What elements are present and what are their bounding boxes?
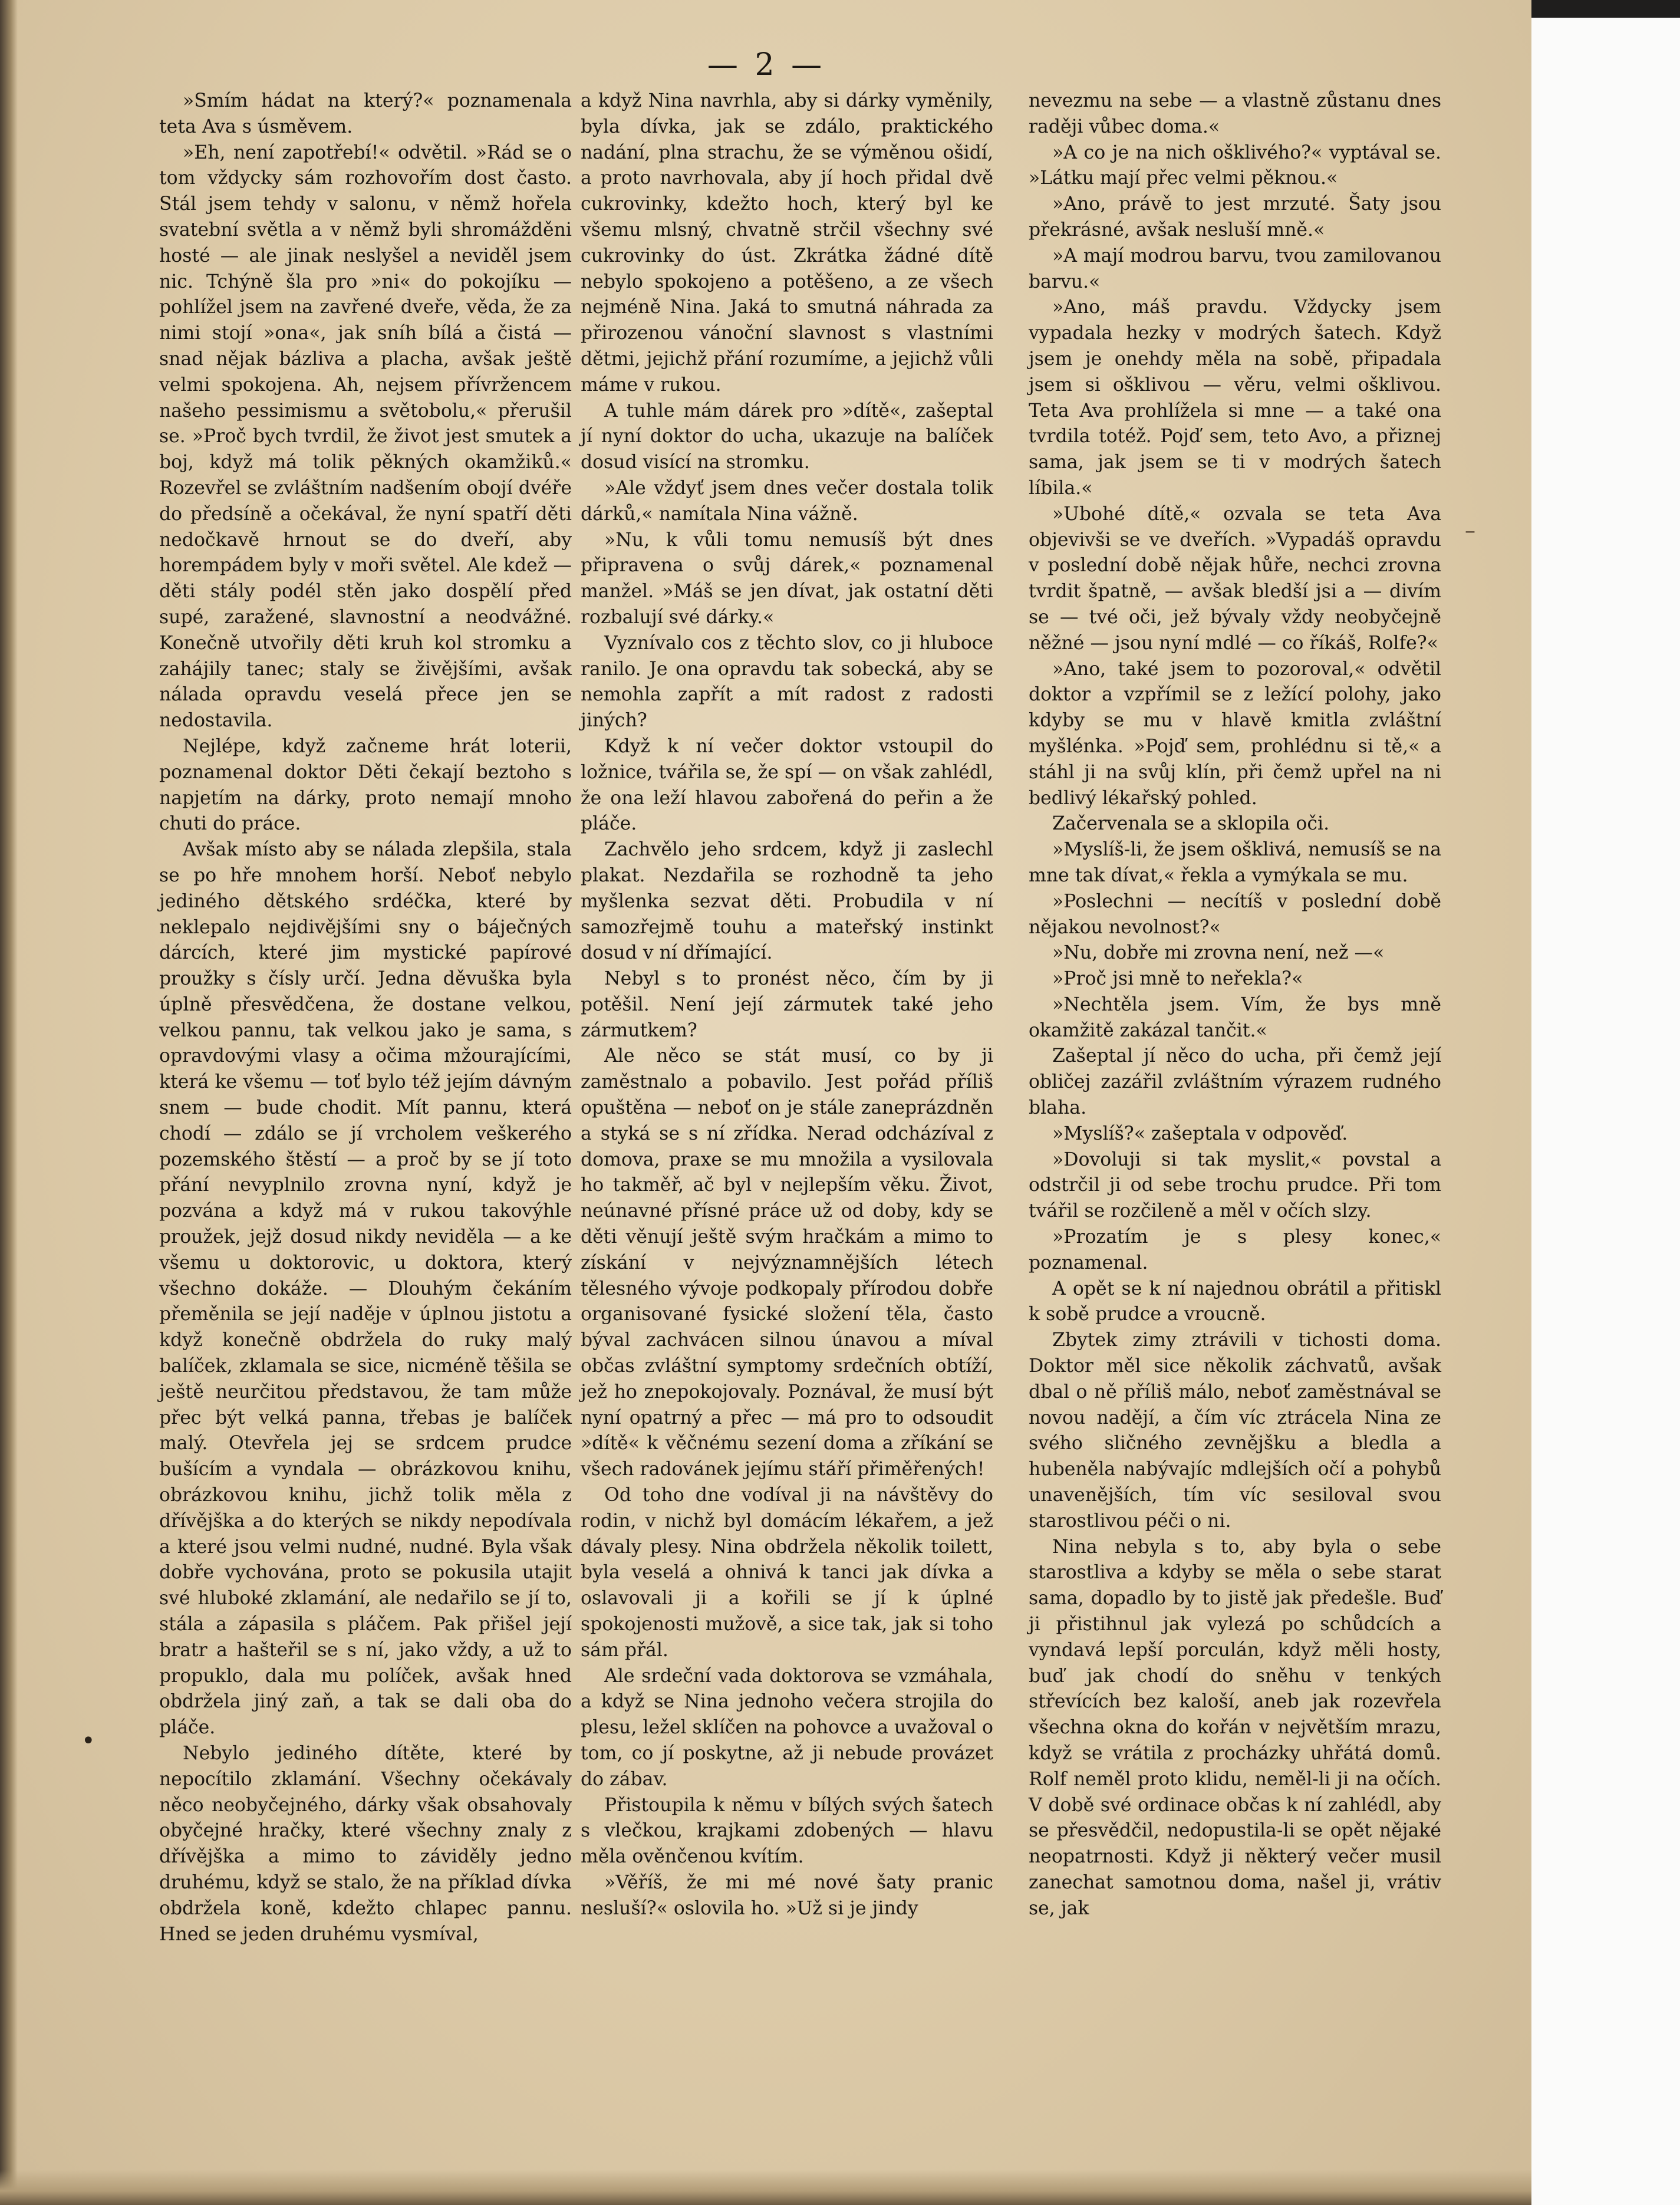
paragraph: »Nu, k vůli tomu nemusíš být dnes připravena o svůj dárek,« poznamenal manžel. »Máš se jen dívat, jak ostatní děti rozbalují své dárky.« [581, 529, 993, 628]
paragraph: »Ano, máš pravdu. Vždycky jsem vypadala hezky v modrých šatech. Když jsem je onehdy měla na sobě, připadala jsem si ošklivou — věru, velmi ošklivou. Teta Ava prohlížela si mne — a také ona tvrdila totéž. Pojď sem, teto Avo, a přiznej sama, jak jsem se ti v modrých šatech líbila.« [1029, 297, 1441, 499]
paragraph: »Smím hádat na který?« poznamenala teta Ava s úsměvem. [159, 90, 572, 137]
page-number: — 2 — [707, 47, 826, 83]
paragraph: A tuhle mám dárek pro »dítě«, zašeptal jí nyní doktor do ucha, ukazuje na balíček dosud visící na stromku. [581, 400, 993, 473]
paragraph: »Dovoluji si tak myslit,« povstal a odstrčil ji od sebe trochu prudce. Při tom tvářil se rozčileně a měl v očích slzy. [1029, 1148, 1441, 1222]
paragraph: Začervenala se a sklopila oči. [1052, 813, 1330, 835]
paragraph: Od toho dne vodíval ji na návštěvy do rodin, v nichž byl domácím lékařem, a jež dávaly plesy. Nina obdržela několik toilett, byla veselá a ohnivá k tanci jak dívka a oslavovali ji a kořili se jí k úplné spokojenosti mužově, a sice tak, jak si toho sám přál. [581, 1485, 993, 1661]
paragraph: »Prozatím je s plesy konec,« poznamenal. [1029, 1226, 1441, 1273]
paragraph: Nina nebyla s to, aby byla o sebe starostliva a kdyby se měla o sebe starat sama, dopadlo by to jistě jak předešle. Buď ji přistihnul jak vylezá po schůdcích a vyndavá lepší porculán, když měli hosty, buď jak chodí do sněhu v tenkých střevících bez kaloší, aneb jak rozevřela všechna okna do kořán v největším mrazu, když se vrátila z procházky uhřátá domů. Rolf neměl proto klidu, neměl-li ji na očích. V době své ordinace občas k ní zahlédl, aby se přesvědčil, nedopustila-li se opět nějaké neopatrnosti. Když ji některý večer musil zanechat samotnou doma, našel ji, vrátiv se, jak [1029, 1536, 1441, 1919]
paragraph: a když Nina navrhla, aby si dárky vyměnily, byla dívka, jak se zdálo, praktického nadání, plna strachu, že se výměnou ošidí, a proto navrhovala, aby jí hoch přidal dvě cukrovinky, kdežto hoch, který byl ke všemu mlsný, chvatně strčil všechny své cukrovinky do úst. Zkrátka žádné dítě nebylo spokojeno a potěšeno, a ze všech nejméně Nina. Jaká to smutná náhrada za přirozenou vánoční slavnost s vlastními dětmi, jejichž přání rozumíme, a jejichž vůli máme v rukou. [581, 90, 993, 396]
paragraph: »Eh, není zapotřebí!« odvětil. »Rád se o tom vždycky sám rozhovořím dost často. Stál jsem tehdy v salonu, v němž hořela svatební světla a v němž byli shromážděni hosté — ale jinak neslyšel a neviděl jsem nic. Tchýně šla pro »ni« do pokojíku — pohlížel jsem na zavřené dveře, věda, že za nimi stojí »ona«, jak sníh bílá a čistá — snad nějak bázliva a placha, avšak ještě velmi spokojena. Ah, nejsem přívržencem našeho pessimismu a světobolu,« přerušil se. »Proč bych tvrdil, že život jest smutek a boj, když má tolik pěkných okamžiků.« Rozevřel se zvláštním nadšením obojí dvéře do předsíně a očekával, že nyní spatří děti nedočkavě hrnout se do dveří, aby horempádem byly v moři světel. Ale kdež — děti stály podél stěn jako dospělí před supé, zaražené, slavnostní a neodvážné. Konečně utvořily děti kruh kol stromku a zahájily tanec; staly se živějšími, avšak nálada opravdu veselá přece jen se nedostavila. [159, 141, 572, 732]
paragraph: Zašeptal jí něco do ucha, při čemž její obličej zazářil zvláštním výrazem rudného blaha. [1029, 1045, 1441, 1119]
paragraph: »Nechtěla jsem. Vím, že bys mně okamžitě zakázal tančit.« [1029, 993, 1441, 1041]
paragraph: »Poslechni — necítíš v poslední době nějakou nevolnost?« [1029, 890, 1441, 938]
paragraph: Nejlépe, když začneme hrát loterii, poznamenal doktor Děti čekají beztoho s napjetím na dárky, proto nemají mnoho chuti do práce. [159, 735, 572, 835]
paragraph: Ale něco se stát musí, co by ji zaměstnalo a pobavilo. Jest pořád příliš opuštěna — neboť on je stále zaneprázdněn a styká se s ní zřídka. Nerad odcházíval z domova, praxe se mu množila a vysilovala ho takměř, ač byl v nejlepším věku. Život, neúnavné přísné práce už od doby, kdy se děti věnují ještě svým hračkám a mimo to získání v nejvýznamnějších létech tělesného vývoje podkopaly přírodou dobře organisované fysické složení těla, často býval zachvácen silnou únavou a míval občas zvláštní symptomy srdečních obtíží, jež ho znepokojovaly. Poznával, že musí být nyní opatrný a přec — má pro to odsoudit »dítě« k věčnému sezení doma a zříkání se všech radovánek jejímu stáří přiměřených! [581, 1045, 993, 1480]
paragraph: »Nu, dobře mi zrovna není, než —« [1052, 942, 1385, 964]
paragraph: »A mají modrou barvu, tvou zamilovanou barvu.« [1029, 245, 1441, 292]
edge-dash-mark: – [1465, 519, 1475, 543]
text-column-1 [159, 88, 572, 1947]
paragraph: Přistoupila k němu v bílých svých šatech s vlečkou, krajkami zdobených — hlavu měla ověnčenou kvítím. [581, 1794, 993, 1868]
text-column-3 [1029, 88, 1441, 1922]
paragraph: »Ano, právě to jest mrzuté. Šaty jsou překrásné, avšak nesluší mně.« [1029, 193, 1441, 241]
scan-background-strip [1531, 18, 1680, 2205]
paragraph: Zachvělo jeho srdcem, když ji zaslechl plakat. Nezdařila se rozhodně ta jeho myšlenka sezvat děti. Probudila v ní samozřejmě touhu a mateřský instinkt dosud v ní dřímající. [581, 839, 993, 964]
paragraph: Nebylo jediného dítěte, které by nepocítilo zklamání. Všechny očekávaly něco neobyčejného, dárky však obsahovaly obyčejné hračky, které všechny znaly z dřívějška a mimo to záviděly jedno druhému, když se stalo, že na příklad dívka obdržela koně, kdežto chlapec pannu. Hned se jeden druhému vysmíval, [159, 1743, 572, 1945]
paragraph: »Ubohé dítě,« ozvala se teta Ava objevivši se ve dveřích. »Vypadáš opravdu v poslední době nějak hůře, nechci zrovna tvrdit špatně, — avšak bledší jsi a — divím se — tvé oči, jež bývaly vždy neobyčejně něžné — jsou nyní mdlé — co říkáš, Rolfe?« [1029, 503, 1441, 654]
paragraph: A opět se k ní najednou obrátil a přitiskl k sobě prudce a vroucně. [1029, 1278, 1441, 1325]
paragraph: »Věříš, že mi mé nové šaty pranic nesluší?« oslovila ho. »Už si je jindy [581, 1871, 993, 1919]
paragraph: Avšak místo aby se nálada zlepšila, stala se po hře mnohem horší. Neboť nebylo jediného dětského srdéčka, které by neklepalo nejdivějšími sny o báječných dárcích, které jim mystické papírové proužky s čísly určí. Jedna děvuška byla úplně přesvědčena, že dostane velkou, velkou pannu, tak velkou jako je sama, s opravdovými vlasy a očima mžourajícími, která ke všemu — toť bylo též jejím dávným snem — bude chodit. Mít pannu, která chodí — zdálo se jí vrcholem veškerého pozemského štěstí — a proč by se jí toto přání nevyplnilo zrovna nyní, když je pozvána a když má v rukou takovýhle proužek, jejž dosud nikdy neviděla — a ke všemu u doktorovic, u doktora, který všechno dokáže. — Dlouhým čekáním přeměnila se její naděje v úplnou jistotu a když konečně obdržela do ruky malý balíček, zklamala se sice, nicméně těšila se ještě neurčitou představou, že tam může přec být velká panna, třebas je balíček malý. Otevřela jej se srdcem prudce bušícím a vyndala — obrázkovou knihu, obrázkovou knihu, jichž tolik měla z dřívějška a do kterých se nikdy nepodívala a které jsou velmi nudné, nudné. Byla však dobře vychována, proto se pokusila utajit své hluboké zklamání, ale nedařilo se jí to, stála a zápasila s pláčem. Pak přišel její bratr a hašteřil se s ní, jako vždy, a už to propuklo, dala mu políček, avšak hned obdržela jiný zaň, a tak se dali oba do pláče. [159, 839, 572, 1739]
paragraph: Nebyl s to pronést něco, čím by ji potěšil. Není její zármutek také jeho zármutkem? [581, 968, 993, 1041]
paragraph: nevezmu na sebe — a vlastně zůstanu dnes raději vůbec doma.« [1029, 90, 1441, 137]
margin-bullet-mark: • [81, 1727, 95, 1755]
paragraph: »Myslíš?« zašeptala v odpověď. [1052, 1123, 1348, 1144]
text-column-2 [581, 88, 993, 1922]
paragraph: Když k ní večer doktor vstoupil do ložnice, tvářila se, že spí — on však zahlédl, že ona leží hlavou zabořená do peřin a že pláče. [581, 735, 993, 835]
paragraph: Vyznívalo cos z těchto slov, co ji hluboce ranilo. Je ona opravdu tak sobecká, aby se nemohla zapřít a mít radost z radosti jiných? [581, 632, 993, 732]
paragraph: »Ale vždyť jsem dnes večer dostala tolik dárků,« namítala Nina vážně. [581, 477, 993, 525]
paragraph: »A co je na nich ošklivého?« vyptával se. »Látku mají přec velmi pěknou.« [1029, 141, 1441, 189]
paragraph: »Proč jsi mně to neřekla?« [1052, 968, 1303, 990]
paragraph: »Ano, také jsem to pozoroval,« odvětil doktor a vzpřímil se z ležící polohy, jako kdyby se mu v hlavě kmitla zvláštní myšlénka. »Pojď sem, prohlédnu si tě,« a stáhl ji na svůj klín, při čemž upřel na ni bedlivý lékařský pohled. [1029, 658, 1441, 809]
paragraph: Ale srdeční vada doktorova se vzmáhala, a když se Nina jednoho večera strojila do plesu, ležel sklíčen na pohovce a uvažoval o tom, co jí poskytne, až ji nebude provázet do zábav. [581, 1665, 993, 1790]
paragraph: Zbytek zimy ztrávili v tichosti doma. Doktor měl sice několik záchvatů, avšak dbal o ně příliš málo, neboť zaměstnával se novou nadějí, a čím víc ztrácela Nina ze svého sličného zevnějšku a bledla a hubeněla nabývajíc mdlejších očí a pohybů unavenějších, tím víc sesiloval svou starostlivou péči o ni. [1029, 1329, 1441, 1532]
paragraph: »Myslíš-li, že jsem ošklivá, nemusíš se na mne tak dívat,« řekla a vymýkala se mu. [1029, 839, 1441, 886]
